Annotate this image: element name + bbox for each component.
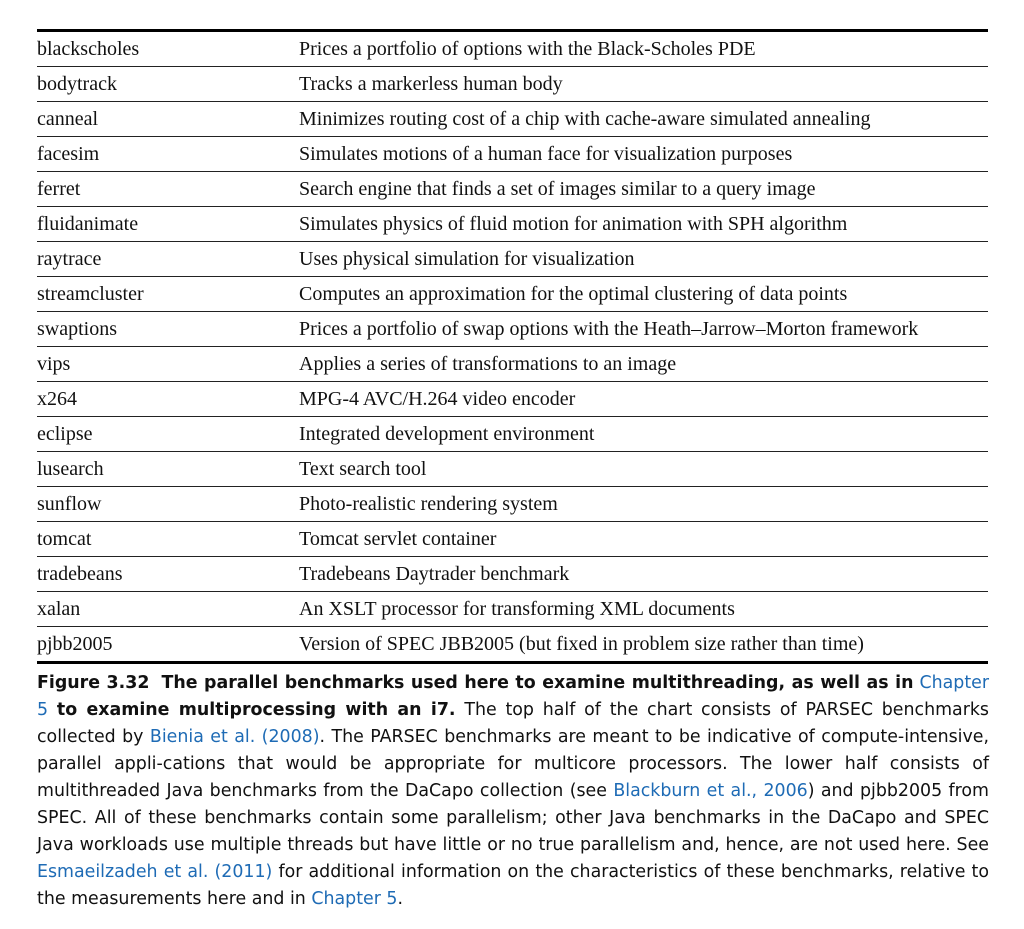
chapter-5-link[interactable]: Chapter 5 bbox=[37, 673, 989, 720]
table-row bbox=[37, 487, 988, 522]
table-row bbox=[37, 67, 988, 102]
benchmark-description: Applies a series of transformations to an image bbox=[299, 347, 988, 382]
table-row bbox=[37, 452, 988, 487]
benchmark-name: lusearch bbox=[37, 452, 299, 487]
benchmark-name: tomcat bbox=[37, 522, 299, 557]
benchmark-table-body bbox=[37, 32, 988, 661]
benchmark-description: An XSLT processor for transforming XML documents bbox=[299, 592, 988, 627]
benchmark-name: eclipse bbox=[37, 417, 299, 452]
benchmark-name: blackscholes bbox=[37, 32, 299, 67]
benchmark-description: Tracks a markerless human body bbox=[299, 67, 988, 102]
table-row bbox=[37, 557, 988, 592]
benchmark-description: Minimizes routing cost of a chip with cache-aware simulated annealing bbox=[299, 102, 988, 137]
benchmark-name: pjbb2005 bbox=[37, 632, 113, 655]
benchmark-name: x264 bbox=[37, 382, 299, 417]
benchmark-name: facesim bbox=[37, 137, 299, 172]
esmaeilzadeh-citation-link[interactable]: Esmaeilzadeh et al. (2011) bbox=[37, 862, 273, 882]
table-row bbox=[37, 627, 988, 662]
caption-text-2: . The PARSEC benchmarks are meant to be indicative of compute-intensive, parallel appli-cations that would be appropriate for multicore processors. The lower half consists of multithreaded Java benchmarks from the DaCapo collection (see bbox=[37, 727, 990, 801]
benchmark-description: MPG-4 AVC/H.264 video encoder bbox=[299, 382, 988, 417]
caption-text-3: ) and pjbb2005 from SPEC. All of these benchmarks contain some parallelism; other Java benchmarks in the DaCapo and SPEC Java workloads use multiple threads but have little or no true parallelism and, hence, are not used here. See bbox=[37, 781, 989, 855]
benchmark-description: Search engine that finds a set of images similar to a query image bbox=[299, 172, 988, 207]
blackburn-citation-link[interactable]: Blackburn et al., 2006 bbox=[613, 781, 808, 801]
benchmark-description: Text search tool bbox=[299, 452, 988, 487]
benchmark-description: Simulates motions of a human face for visualization purposes bbox=[299, 137, 988, 172]
table-row bbox=[37, 207, 988, 242]
table-row bbox=[37, 347, 988, 382]
figure-label: Figure 3.32 bbox=[37, 673, 150, 693]
benchmark-description: Integrated development environment bbox=[299, 417, 988, 452]
benchmark-name: vips bbox=[37, 347, 299, 382]
table-row bbox=[37, 382, 988, 417]
benchmark-description: Prices a portfolio of swap options with the Heath–Jarrow–Morton framework bbox=[299, 312, 988, 347]
benchmark-description: Photo-realistic rendering system bbox=[299, 487, 988, 522]
caption-text-1: The top half of the chart consists of PARSEC benchmarks collected by bbox=[37, 700, 989, 747]
benchmark-name: sunflow bbox=[37, 487, 299, 522]
table-row bbox=[37, 592, 988, 627]
caption-title-part-1: The parallel benchmarks used here to examine multithreading, as well as in bbox=[161, 673, 914, 693]
benchmark-description: Version of SPEC JBB2005 (but fixed in problem size rather than time) bbox=[299, 632, 864, 655]
benchmark-name: fluidanimate bbox=[37, 207, 299, 242]
benchmark-description: Uses physical simulation for visualization bbox=[299, 242, 988, 277]
table-row bbox=[37, 32, 988, 67]
benchmark-description: Simulates physics of fluid motion for animation with SPH algorithm bbox=[299, 207, 988, 242]
table-row bbox=[37, 137, 988, 172]
benchmark-table bbox=[37, 32, 988, 661]
table-row bbox=[37, 172, 988, 207]
table-bottom-rule bbox=[37, 661, 988, 664]
benchmark-name: raytrace bbox=[37, 242, 299, 277]
table-row bbox=[37, 102, 988, 137]
benchmark-description: Computes an approximation for the optimal clustering of data points bbox=[299, 277, 988, 312]
benchmark-description: Tomcat servlet container bbox=[299, 522, 988, 557]
bienia-citation-link[interactable]: Bienia et al. (2008) bbox=[149, 727, 320, 747]
chapter-5-link-second[interactable]: Chapter 5 bbox=[311, 889, 398, 909]
caption-text-5: . bbox=[397, 889, 403, 909]
benchmark-name: streamcluster bbox=[37, 277, 299, 312]
benchmark-name: ferret bbox=[37, 172, 299, 207]
figure-caption bbox=[37, 670, 989, 913]
benchmark-description: Prices a portfolio of options with the Black-Scholes PDE bbox=[299, 32, 988, 67]
benchmark-name: tradebeans bbox=[37, 557, 299, 592]
benchmark-name: xalan bbox=[37, 592, 299, 627]
table-row bbox=[37, 417, 988, 452]
caption-text-4: for additional information on the characteristics of these benchmarks, relative to the measurements here and in bbox=[37, 862, 989, 909]
benchmark-name: swaptions bbox=[37, 312, 299, 347]
benchmark-table-wrapper bbox=[37, 29, 988, 664]
table-row bbox=[37, 522, 988, 557]
table-row bbox=[37, 242, 988, 277]
benchmark-name: canneal bbox=[37, 102, 299, 137]
table-row bbox=[37, 277, 988, 312]
benchmark-description: Tradebeans Daytrader benchmark bbox=[299, 557, 988, 592]
benchmark-name: bodytrack bbox=[37, 67, 299, 102]
table-row bbox=[37, 312, 988, 347]
caption-title-part-2: to examine multiprocessing with an i7. bbox=[56, 700, 456, 720]
